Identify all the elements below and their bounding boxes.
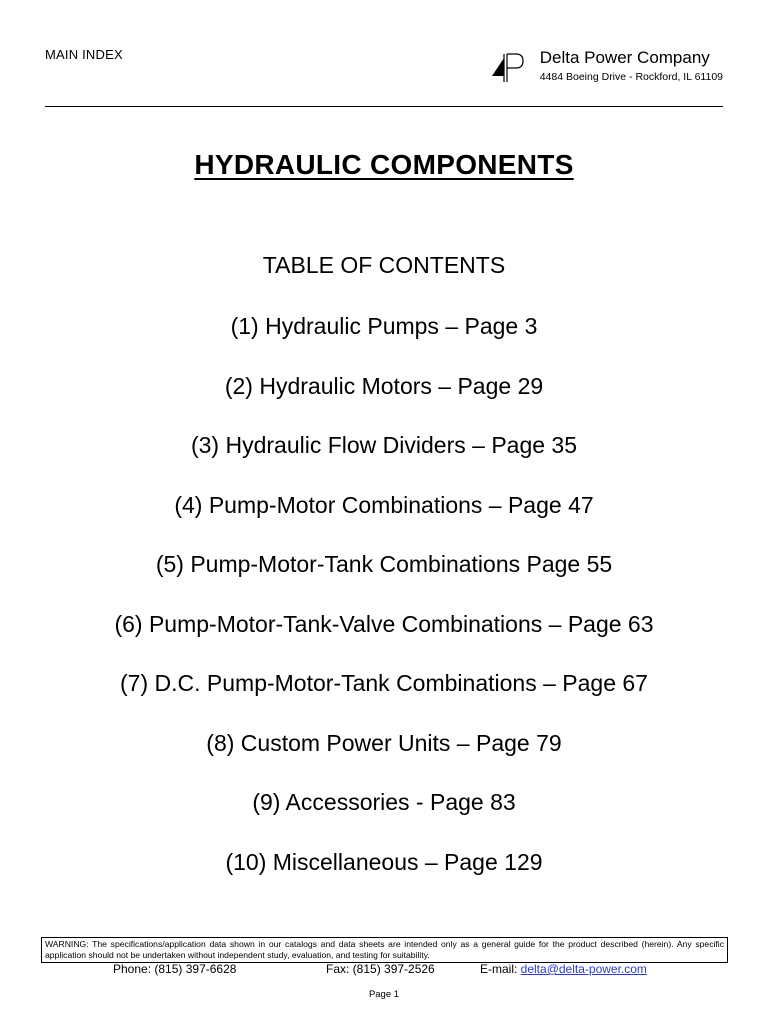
toc-heading: TABLE OF CONTENTS <box>262 252 506 278</box>
warning-notice: WARNING: The specifications/application data shown in our catalogs and data sheets are intended only as a general guide for the product described (herein). Any specific application should not be undertaken without independent study, evaluation, and testing for suitability. <box>41 937 728 963</box>
fax-number: Fax: (815) 397-2526 <box>326 962 435 976</box>
toc-item-pump-motor-tank[interactable]: (5) Pump-Motor-Tank Combinations Page 55 <box>155 551 613 577</box>
toc-item-hydraulic-pumps[interactable]: (1) Hydraulic Pumps – Page 3 <box>230 313 538 339</box>
company-address: 4484 Boeing Drive - Rockford, IL 61109 <box>539 71 723 83</box>
page-title: HYDRAULIC COMPONENTS <box>194 149 574 180</box>
email-contact <box>480 962 647 976</box>
page-number: Page 1 <box>368 989 400 1000</box>
toc-item-flow-dividers[interactable]: (3) Hydraulic Flow Dividers – Page 35 <box>190 432 578 458</box>
company-name: Delta Power Company <box>539 48 710 67</box>
toc-item-pump-motor-tank-valve[interactable]: (6) Pump-Motor-Tank-Valve Combinations – Page 63 <box>114 610 654 637</box>
delta-power-logo-icon <box>490 50 530 84</box>
company-header <box>490 48 723 84</box>
header-divider <box>45 106 723 107</box>
toc-item-accessories[interactable]: (9) Accessories - Page 83 <box>252 789 516 815</box>
toc-item-custom-power-units[interactable]: (8) Custom Power Units – Page 79 <box>206 729 562 756</box>
toc-item-miscellaneous[interactable]: (10) Miscellaneous – Page 129 <box>225 848 543 875</box>
email-label: E-mail: <box>480 962 521 976</box>
toc-item-pump-motor[interactable]: (4) Pump-Motor Combinations – Page 47 <box>174 491 594 518</box>
email-link[interactable]: delta@delta-power.com <box>520 962 647 976</box>
toc-list <box>0 311 768 906</box>
main-index-link[interactable]: MAIN INDEX <box>45 47 123 62</box>
phone-number: Phone: (815) 397-6628 <box>113 962 237 976</box>
toc-item-hydraulic-motors[interactable]: (2) Hydraulic Motors – Page 29 <box>224 372 544 399</box>
toc-item-dc-pump-motor-tank[interactable]: (7) D.C. Pump-Motor-Tank Combinations – Page 67 <box>120 670 648 696</box>
